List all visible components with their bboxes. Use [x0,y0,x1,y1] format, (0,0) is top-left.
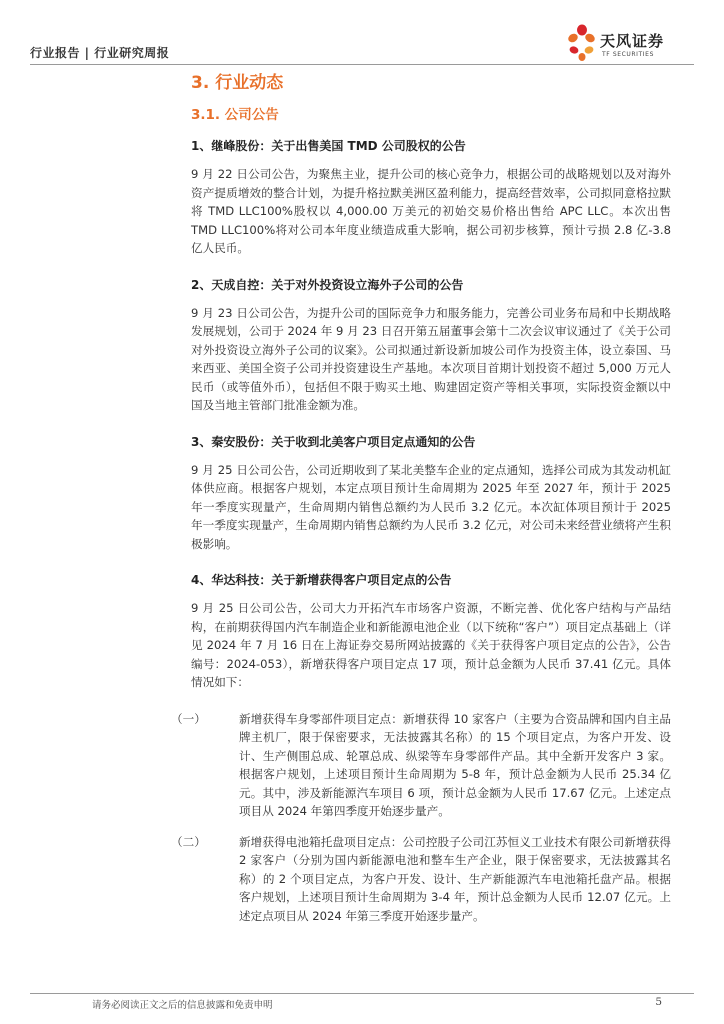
logo-name: 天风证券 [600,32,665,50]
announcement-title-2: 2、天成自控：关于对外投资设立海外子公司的公告 [191,277,464,292]
tf-securities-logo [566,24,701,64]
sub-item-label: （二） [171,834,206,849]
announcement-body-2: 9 月 23 日公司公告，为提升公司的国际竞争力和服务能力，完善公司业务布局和中长期战略发展规划，公司于 2024 年 9 月 23 日召开第五届董事会第十二次会议审议通过了《关于公司对外投资设立海外子公司的议案》。公司拟通过新设新加坡公司作为投资主体，设立泰国、马来西亚、美国全资子公司并投资建设生产基地。本次项目首期计划投资不超过 5,000 万元人民币（或等值外币），包括但不限于购买土地、购建固定资产等相关事项，实际投资金额以中国及当地主管部门批准金额为准。 [191,305,671,412]
sub-item-2 [171,833,671,926]
sub-item-text: 新增获得电池箱托盘项目定点：公司控股子公司江苏恒义工业技术有限公司新增获得 2 家客户（分别为国内新能源电池和整车生产企业，限于保密要求，无法披露其名称）的 2 个项目定点，为客户开发、设计、生产新能源汽车电池箱托盘产品。根据客户规划，上述项目预计生命周期为 3-4 年，预计总金额为人民币 12.07 亿元。上述定点项目从 2024 年第三季度开始逐步量产。 [239,834,671,923]
announcement-body-3: 9 月 25 日公司公告，公司近期收到了某北美整车企业的定点通知，选择公司成为其发动机缸体供应商。根据客户规划，本定点项目预计生命周期为 2025 年至 2027 年，预计于 2025 年一季度实现量产，生命周期内销售总额约为人民币 3.2 亿元。本次缸体项目预计于 2025 年一季度实现量产，生命周期内销售总额约为人民币 3.2 亿元，对公司未来经营业绩将产生积极影响。 [191,462,671,551]
announcement-body-1: 9 月 22 日公司公告，为聚焦主业，提升公司的核心竞争力，根据公司的战略规划以及对海外资产提质增效的整合计划，为提升格拉默美洲区盈利能力，提高经营效率，公司拟同意格拉默将 TMD LLC100%股权以 4,000.00 万美元的初始交易价格出售给 APC LLC。本次出售 TMD LLC100%将对公司本年度业绩造成重大影响，据公司初步核算，预计亏损 2.8 亿-3.8 亿人民币。 [191,167,671,255]
footer-divider [30,993,694,994]
main-content [171,70,671,937]
sub-item-1 [171,710,671,821]
announcement-title-4: 4、华达科技：关于新增获得客户项目定点的公告 [191,573,452,587]
report-header-title: 行业报告 | 行业研究周报 [30,46,170,60]
subsection-title: 3.1. 公司公告 [191,107,279,123]
header-divider [30,64,694,65]
sub-item-label: （一） [171,711,206,726]
logo-subtitle: TF SECURITIES [602,51,654,58]
announcement-title-3: 3、秦安股份：关于收到北美客户项目定点通知的公告 [191,434,476,449]
sub-item-text: 新增获得车身零部件项目定点：新增获得 10 家客户（主要为合资品牌和国内自主品牌主机厂，限于保密要求，无法披露其名称）的 15 个项目定点，为客户开发、设计、生产侧围总成、轮罩总成、纵梁等车身零部件产品。其中全新开发客户 3 家。根据客户规划，上述项目预计生命周期为 5-8 年，预计总金额为人民币 25.34 亿元。其中，涉及新能源汽车项目 6 项，预计总金额为人民币 17.67 亿元。上述定点项目从 2024 年第四季度开始逐步量产。 [239,711,671,818]
footer-disclaimer: 请务必阅读正文之后的信息披露和免责申明 [92,1000,273,1011]
page-number: 5 [655,996,662,1008]
section-title: 3. 行业动态 [191,73,284,93]
logo-mark-icon [566,24,600,64]
announcement-body-4: 9 月 25 日公司公告，公司大力开拓汽车市场客户资源，不断完善、优化客户结构与产品结构，在前期获得国内汽车制造企业和新能源电池企业（以下统称“客户”）项目定点基础上（详见 2024 年 7 月 16 日在上海证券交易所网站披露的《关于获得客户项目定点的公告》，公告编号：2024-053），新增获得客户项目定点 17 项，预计总金额为人民币 37.41 亿元。具体情况如下： [191,601,671,689]
announcement-title-1: 1、继峰股份：关于出售美国 TMD 公司股权的公告 [191,139,466,153]
